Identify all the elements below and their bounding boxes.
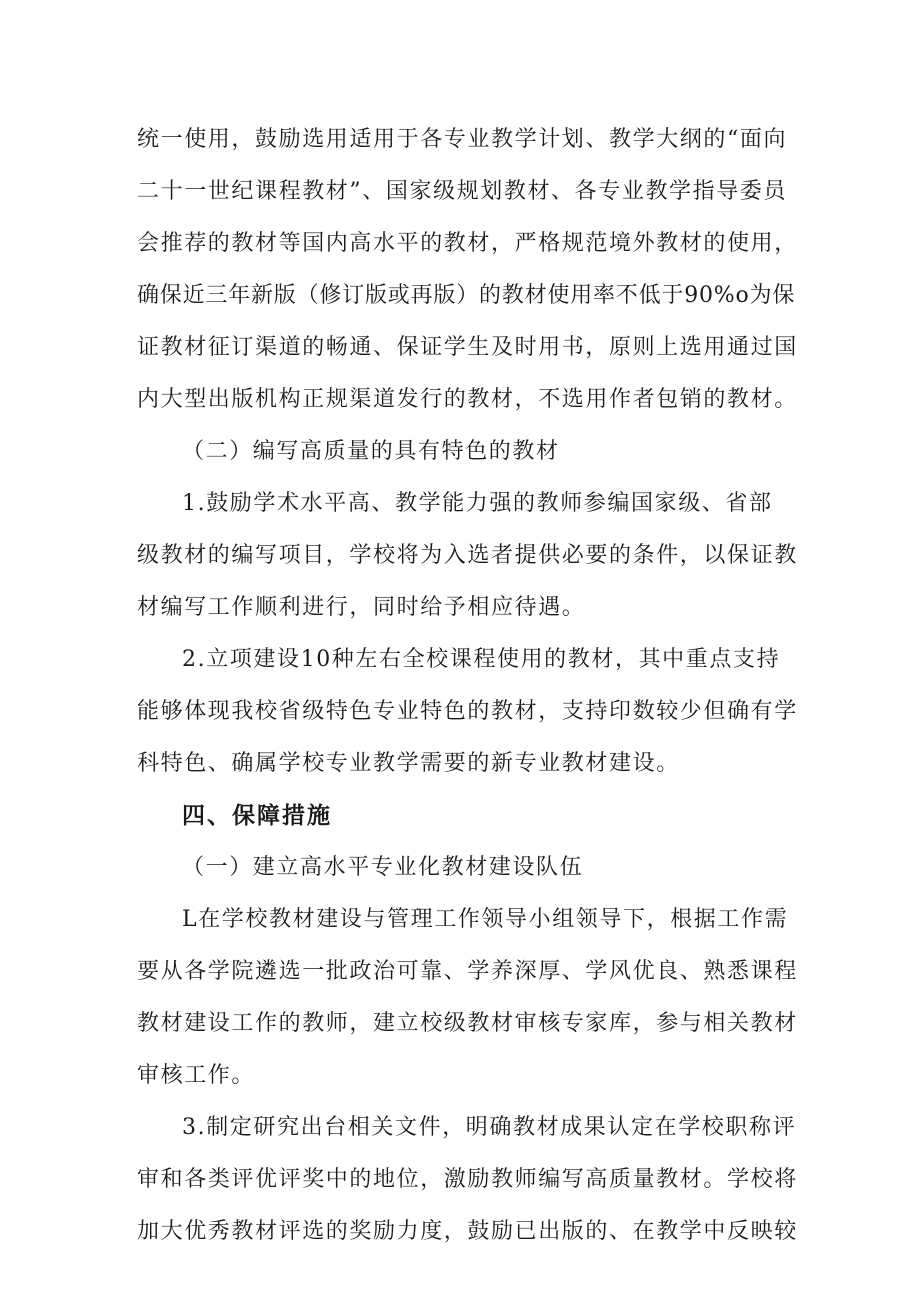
paragraph-line: 教材建设工作的教师，建立校级教材审核专家库，参与相关教材 bbox=[137, 1011, 798, 1036]
paragraph-line: 材编写工作顺利进行，同时给予相应待遇。 bbox=[137, 595, 586, 620]
paragraph-line: L在学校教材建设与管理工作领导小组领导下，根据工作需 bbox=[182, 907, 789, 932]
paragraph-line: 3.制定研究出台相关文件，明确教材成果认定在学校职称评 bbox=[182, 1115, 797, 1140]
paragraph-line: 内大型出版机构正规渠道发行的教材，不选用作者包销的教材。 bbox=[137, 387, 798, 412]
paragraph-line: 二十一世纪课程教材”、国家级规划教材、各专业教学指导委员 bbox=[137, 179, 788, 204]
paragraph-line: 科特色、确属学校专业教学需要的新专业教材建设。 bbox=[137, 751, 680, 776]
paragraph-line: 统一使用，鼓励选用适用于各专业教学计划、教学大纲的“面向 bbox=[137, 127, 788, 152]
section-heading: 四、保障措施 bbox=[182, 803, 332, 829]
paragraph-line: 证教材征订渠道的畅通、保证学生及时用书，原则上选用通过国 bbox=[137, 335, 798, 360]
paragraph-line: 级教材的编写项目，学校将为入选者提供必要的条件，以保证教 bbox=[137, 543, 798, 568]
paragraph-line: 审核工作。 bbox=[137, 1063, 256, 1088]
paragraph-line: 审和各类评优评奖中的地位，激励教师编写高质量教材。学校将 bbox=[137, 1167, 798, 1192]
paragraph-line: 1.鼓励学术水平高、教学能力强的教师参编国家级、省部 bbox=[182, 491, 773, 516]
subheading-one: （一）建立高水平专业化教材建设队伍 bbox=[182, 855, 584, 880]
paragraph-line: 加大优秀教材评选的奖励力度，鼓励已出版的、在教学中反映较 bbox=[137, 1219, 798, 1244]
paragraph-line: 确保近三年新版（修订版或再版）的教材使用率不低于90%o为保 bbox=[137, 283, 796, 308]
paragraph-line: 能够体现我校省级特色专业特色的教材，支持印数较少但确有学 bbox=[137, 699, 798, 724]
subheading-two: （二）编写高质量的具有特色的教材 bbox=[182, 439, 560, 464]
paragraph-line: 要从各学院遴选一批政治可靠、学养深厚、学风优良、熟悉课程 bbox=[137, 959, 798, 984]
paragraph-line: 会推荐的教材等国内高水平的教材，严格规范境外教材的使用， bbox=[137, 231, 798, 256]
paragraph-line: 2.立项建设10种左右全校课程使用的教材，其中重点支持 bbox=[182, 647, 781, 672]
